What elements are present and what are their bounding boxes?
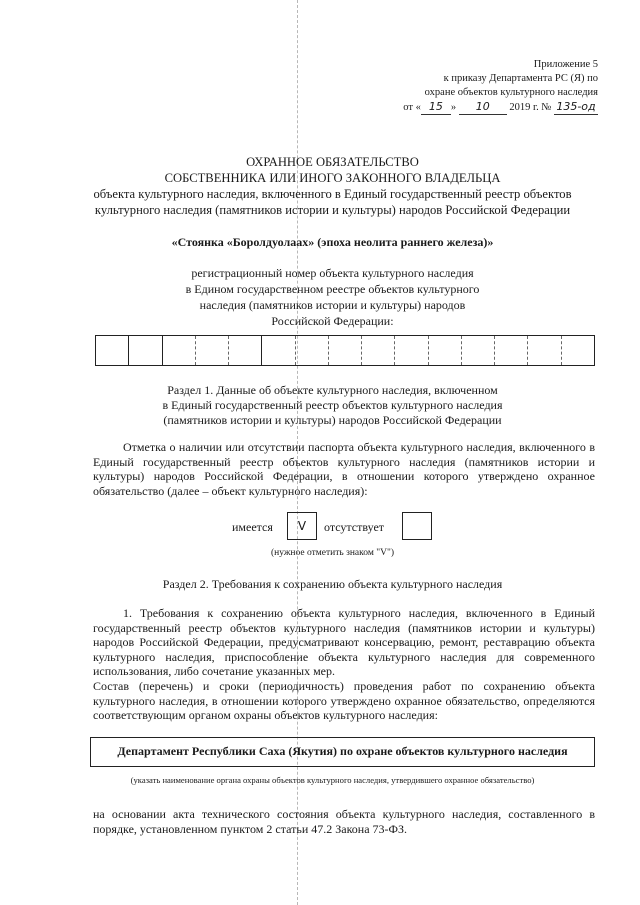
regnum-line-3: наследия (памятников истории и культуры) народов [199, 298, 466, 312]
section-1-line-3: (памятников истории и культуры) народов Российской Федерации [163, 413, 502, 427]
section-2-heading: Раздел 2. Требования к сохранению объекта культурного наследия [162, 577, 503, 591]
present-label: имеется [232, 520, 273, 534]
title-line-1: ОХРАННОЕ ОБЯЗАТЕЛЬСТВО [246, 155, 419, 169]
appendix-line-1: Приложение 5 [533, 59, 598, 70]
reg-cell [229, 336, 262, 365]
reg-cell [96, 336, 129, 365]
section-1-line-1: Раздел 1. Данные об объекте культурного наследия, включенном [167, 383, 498, 397]
section-1-heading [80, 383, 585, 428]
date-prefix: от « [403, 102, 421, 113]
reg-cell [196, 336, 229, 365]
reg-cell [163, 336, 196, 365]
date-year: 2019 г. № [506, 102, 554, 113]
order-number: 135-од [554, 100, 598, 115]
regnum-line-2: в Едином государственном реестре объектов культурного [185, 282, 480, 296]
reg-cell [562, 336, 594, 365]
reg-cell [395, 336, 428, 365]
reg-cell [528, 336, 561, 365]
department-box: Департамент Республики Саха (Якутия) по охране объектов культурного наследия [90, 737, 595, 767]
reg-cell [129, 336, 162, 365]
reg-cell [296, 336, 329, 365]
reg-cell [495, 336, 528, 365]
department-note: (указать наименование органа охраны объектов культурного наследия, утвердившего охранное обязательство) [130, 775, 535, 785]
object-name: «Стоянка «Боролдуолаах» (эпоха неолита раннего железа)» [171, 235, 494, 249]
document-title [80, 154, 585, 218]
passport-paragraph: Отметка о наличии или отсутствии паспорта объекта культурного наследия, включенного в Единый государственный реестр объектов культурного наследия (памятников истории и культуры) народов Российской Федерации, в отношении которого утверждено охранное обязательство (далее – объект культурного наследия): [93, 440, 595, 498]
date-mid: » [450, 102, 459, 113]
reg-cell [362, 336, 395, 365]
title-line-2: СОБСТВЕННИКА ИЛИ ИНОГО ЗАКОННОГО ВЛАДЕЛЬЦА [164, 171, 501, 185]
composition-paragraph: Состав (перечень) и сроки (периодичность) проведения работ по сохранению объекта культурного наследия, в отношении которого утверждено охранное обязательство, определяются соответствующим органом охраны объектов культурного наследия: [93, 679, 595, 722]
present-checkbox[interactable]: V [287, 512, 317, 540]
reg-cell [462, 336, 495, 365]
presence-note: (нужное отметить знаком "V") [271, 548, 394, 558]
regnum-line-4: Российской Федерации: [271, 314, 394, 328]
appendix-line-3: охране объектов культурного наследия [424, 87, 598, 98]
reg-cell [262, 336, 295, 365]
reg-cell [329, 336, 362, 365]
date-month: 10 [459, 100, 507, 115]
absent-checkbox[interactable] [402, 512, 432, 540]
title-line-4: культурного наследия (памятников истории и культуры) народов Российской Федерации [94, 203, 571, 217]
requirements-paragraph: 1. Требования к сохранению объекта культурного наследия, включенного в Единый государственный реестр объектов культурного наследия (памятников истории и культуры) народов Российской Федерации, предусматривают консервацию, ремонт, реставрацию объекта культурного наследия, приспособление объекта культурного наследия для современного использования, либо сочетание указанных мер. [93, 606, 595, 678]
regnum-caption [80, 265, 585, 329]
date-day: 15 [421, 100, 451, 115]
appendix-date-line [338, 100, 598, 115]
section-1-line-2: в Единый государственный реестр объектов культурного наследия [162, 398, 503, 412]
appendix-header [338, 58, 598, 115]
reg-cell [429, 336, 462, 365]
title-line-3: объекта культурного наследия, включенного в Единый государственный реестр объектов [93, 187, 572, 201]
basis-paragraph: на основании акта технического состояния объекта культурного наследия, составленного в порядке, установленном пунктом 2 статьи 47.2 Закона 73-ФЗ. [93, 807, 595, 836]
appendix-line-2: к приказу Департамента РС (Я) по [443, 73, 598, 84]
absent-label: отсутствует [324, 520, 385, 534]
registration-number-grid [95, 335, 595, 366]
passport-presence [0, 512, 640, 542]
regnum-line-1: регистрационный номер объекта культурного наследия [191, 266, 474, 280]
